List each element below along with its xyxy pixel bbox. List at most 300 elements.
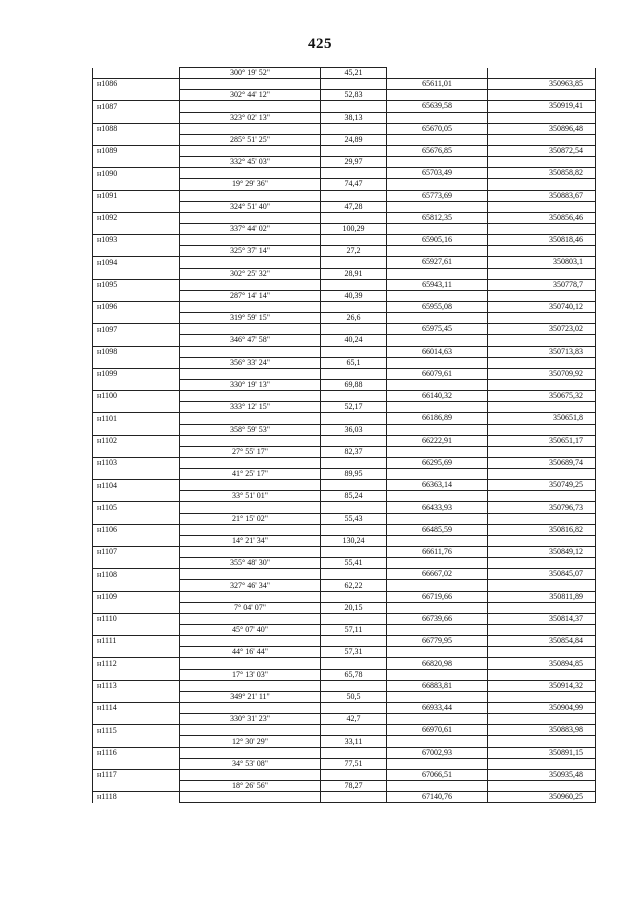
point-row: [93, 457, 596, 468]
point-name-cell: [93, 647, 180, 658]
direction-angle-cell: 337° 44' 02": [180, 223, 321, 234]
x-coordinate-cell: 65812,35: [387, 212, 488, 223]
point-name-cell: [93, 691, 180, 702]
y-coordinate-cell: [488, 513, 596, 524]
distance-cell: 65,78: [321, 669, 387, 680]
segment-row: [93, 68, 596, 79]
y-coordinate-cell: 350709,92: [488, 368, 596, 379]
x-coordinate-cell: 66485,59: [387, 524, 488, 535]
distance-cell: [321, 391, 387, 402]
y-coordinate-cell: [488, 691, 596, 702]
point-name-cell: н1105: [93, 502, 180, 513]
y-coordinate-cell: [488, 90, 596, 101]
distance-cell: [321, 346, 387, 357]
direction-angle-cell: [180, 257, 321, 268]
point-name-cell: [93, 246, 180, 257]
point-name-cell: н1113: [93, 680, 180, 691]
direction-angle-cell: 349° 21' 11": [180, 691, 321, 702]
distance-cell: 47,28: [321, 201, 387, 212]
direction-angle-cell: 41° 25' 17": [180, 469, 321, 480]
point-row: [93, 79, 596, 90]
segment-row: [93, 402, 596, 413]
point-name-cell: [93, 68, 180, 79]
point-name-cell: [93, 781, 180, 792]
y-coordinate-cell: [488, 469, 596, 480]
segment-row: [93, 469, 596, 480]
x-coordinate-cell: [387, 758, 488, 769]
y-coordinate-cell: 350675,32: [488, 391, 596, 402]
point-name-cell: [93, 758, 180, 769]
point-name-cell: н1100: [93, 391, 180, 402]
y-coordinate-cell: [488, 625, 596, 636]
y-coordinate-cell: [488, 424, 596, 435]
distance-cell: 36,03: [321, 424, 387, 435]
point-name-cell: н1106: [93, 524, 180, 535]
point-name-cell: [93, 402, 180, 413]
point-name-cell: н1087: [93, 101, 180, 112]
y-coordinate-cell: [488, 736, 596, 747]
point-row: [93, 636, 596, 647]
x-coordinate-cell: [387, 201, 488, 212]
distance-cell: 74,47: [321, 179, 387, 190]
y-coordinate-cell: 350818,46: [488, 235, 596, 246]
segment-row: [93, 781, 596, 792]
point-row: [93, 235, 596, 246]
point-name-cell: [93, 513, 180, 524]
direction-angle-cell: [180, 145, 321, 156]
direction-angle-cell: [180, 368, 321, 379]
segment-row: [93, 558, 596, 569]
direction-angle-cell: 356° 33' 24": [180, 357, 321, 368]
point-name-cell: [93, 335, 180, 346]
y-coordinate-cell: [488, 268, 596, 279]
point-row: [93, 190, 596, 201]
direction-angle-cell: [180, 747, 321, 758]
x-coordinate-cell: 65773,69: [387, 190, 488, 201]
y-coordinate-cell: 350883,67: [488, 190, 596, 201]
direction-angle-cell: 327° 46' 34": [180, 580, 321, 591]
distance-cell: 69,88: [321, 379, 387, 390]
y-coordinate-cell: [488, 313, 596, 324]
y-coordinate-cell: [488, 179, 596, 190]
direction-angle-cell: 27° 55' 17": [180, 446, 321, 457]
direction-angle-cell: [180, 413, 321, 424]
direction-angle-cell: 300° 19' 52": [180, 68, 321, 79]
direction-angle-cell: 18° 26' 56": [180, 781, 321, 792]
distance-cell: [321, 324, 387, 335]
direction-angle-cell: [180, 123, 321, 134]
x-coordinate-cell: [387, 268, 488, 279]
x-coordinate-cell: [387, 179, 488, 190]
x-coordinate-cell: [387, 558, 488, 569]
coordinates-table-body: [93, 68, 596, 803]
x-coordinate-cell: 66883,81: [387, 680, 488, 691]
direction-angle-cell: 44° 16' 44": [180, 647, 321, 658]
point-row: [93, 301, 596, 312]
distance-cell: 55,41: [321, 558, 387, 569]
x-coordinate-cell: 66779,95: [387, 636, 488, 647]
point-name-cell: [93, 90, 180, 101]
direction-angle-cell: [180, 725, 321, 736]
x-coordinate-cell: 66295,69: [387, 457, 488, 468]
point-row: [93, 279, 596, 290]
distance-cell: [321, 145, 387, 156]
direction-angle-cell: 14° 21' 34": [180, 535, 321, 546]
x-coordinate-cell: 65905,16: [387, 235, 488, 246]
direction-angle-cell: [180, 636, 321, 647]
point-row: [93, 212, 596, 223]
segment-row: [93, 758, 596, 769]
distance-cell: 24,89: [321, 134, 387, 145]
y-coordinate-cell: 350896,48: [488, 123, 596, 134]
distance-cell: [321, 435, 387, 446]
direction-angle-cell: 7° 04' 07": [180, 602, 321, 613]
x-coordinate-cell: [387, 134, 488, 145]
point-row: [93, 368, 596, 379]
point-name-cell: [93, 290, 180, 301]
point-row: [93, 168, 596, 179]
direction-angle-cell: 45° 07' 40": [180, 625, 321, 636]
segment-row: [93, 580, 596, 591]
y-coordinate-cell: [488, 781, 596, 792]
y-coordinate-cell: [488, 558, 596, 569]
y-coordinate-cell: [488, 669, 596, 680]
direction-angle-cell: [180, 480, 321, 491]
x-coordinate-cell: 65703,49: [387, 168, 488, 179]
point-name-cell: [93, 134, 180, 145]
distance-cell: [321, 703, 387, 714]
y-coordinate-cell: [488, 223, 596, 234]
distance-cell: [321, 168, 387, 179]
distance-cell: [321, 457, 387, 468]
point-name-cell: [93, 424, 180, 435]
point-row: [93, 703, 596, 714]
distance-cell: 52,17: [321, 402, 387, 413]
x-coordinate-cell: 65670,05: [387, 123, 488, 134]
y-coordinate-cell: [488, 379, 596, 390]
segment-row: [93, 379, 596, 390]
distance-cell: 62,22: [321, 580, 387, 591]
y-coordinate-cell: 350883,98: [488, 725, 596, 736]
y-coordinate-cell: 350778,7: [488, 279, 596, 290]
segment-row: [93, 246, 596, 257]
segment-row: [93, 625, 596, 636]
y-coordinate-cell: [488, 246, 596, 257]
point-name-cell: [93, 602, 180, 613]
point-name-cell: [93, 535, 180, 546]
point-name-cell: н1116: [93, 747, 180, 758]
x-coordinate-cell: [387, 625, 488, 636]
distance-cell: [321, 502, 387, 513]
segment-row: [93, 179, 596, 190]
segment-row: [93, 335, 596, 346]
y-coordinate-cell: [488, 290, 596, 301]
y-coordinate-cell: [488, 446, 596, 457]
segment-row: [93, 691, 596, 702]
distance-cell: 65,1: [321, 357, 387, 368]
direction-angle-cell: [180, 680, 321, 691]
x-coordinate-cell: 65943,11: [387, 279, 488, 290]
point-name-cell: н1108: [93, 569, 180, 580]
direction-angle-cell: 346° 47' 58": [180, 335, 321, 346]
direction-angle-cell: [180, 591, 321, 602]
segment-row: [93, 736, 596, 747]
direction-angle-cell: [180, 435, 321, 446]
point-row: [93, 123, 596, 134]
distance-cell: [321, 235, 387, 246]
x-coordinate-cell: 66140,32: [387, 391, 488, 402]
direction-angle-cell: [180, 391, 321, 402]
point-name-cell: н1104: [93, 480, 180, 491]
y-coordinate-cell: 350651,17: [488, 435, 596, 446]
segment-row: [93, 112, 596, 123]
x-coordinate-cell: 65927,61: [387, 257, 488, 268]
segment-row: [93, 357, 596, 368]
distance-cell: [321, 769, 387, 780]
distance-cell: 20,15: [321, 602, 387, 613]
y-coordinate-cell: 350689,74: [488, 457, 596, 468]
x-coordinate-cell: [387, 223, 488, 234]
point-name-cell: н1109: [93, 591, 180, 602]
x-coordinate-cell: [387, 647, 488, 658]
y-coordinate-cell: 350713,83: [488, 346, 596, 357]
y-coordinate-cell: [488, 134, 596, 145]
point-row: [93, 145, 596, 156]
y-coordinate-cell: 350854,84: [488, 636, 596, 647]
point-name-cell: н1117: [93, 769, 180, 780]
distance-cell: [321, 569, 387, 580]
distance-cell: 29,97: [321, 157, 387, 168]
distance-cell: 100,29: [321, 223, 387, 234]
x-coordinate-cell: [387, 68, 488, 79]
direction-angle-cell: 330° 31' 23": [180, 714, 321, 725]
distance-cell: [321, 680, 387, 691]
point-name-cell: н1088: [93, 123, 180, 134]
segment-row: [93, 223, 596, 234]
point-name-cell: н1097: [93, 324, 180, 335]
x-coordinate-cell: 65639,58: [387, 101, 488, 112]
distance-cell: 57,31: [321, 647, 387, 658]
point-name-cell: [93, 736, 180, 747]
point-name-cell: н1103: [93, 457, 180, 468]
x-coordinate-cell: 66739,66: [387, 613, 488, 624]
x-coordinate-cell: [387, 290, 488, 301]
direction-angle-cell: 325° 37' 14": [180, 246, 321, 257]
segment-row: [93, 268, 596, 279]
x-coordinate-cell: [387, 424, 488, 435]
point-name-cell: [93, 201, 180, 212]
y-coordinate-cell: [488, 535, 596, 546]
point-row: [93, 769, 596, 780]
point-row: [93, 725, 596, 736]
x-coordinate-cell: [387, 357, 488, 368]
point-row: [93, 792, 596, 803]
point-name-cell: н1118: [93, 792, 180, 803]
direction-angle-cell: [180, 703, 321, 714]
point-name-cell: [93, 558, 180, 569]
y-coordinate-cell: 350858,82: [488, 168, 596, 179]
x-coordinate-cell: [387, 691, 488, 702]
x-coordinate-cell: [387, 535, 488, 546]
segment-row: [93, 669, 596, 680]
direction-angle-cell: 12° 30' 29": [180, 736, 321, 747]
point-name-cell: [93, 179, 180, 190]
point-name-cell: н1115: [93, 725, 180, 736]
distance-cell: 38,13: [321, 112, 387, 123]
direction-angle-cell: [180, 212, 321, 223]
point-row: [93, 680, 596, 691]
segment-row: [93, 90, 596, 101]
x-coordinate-cell: 67140,76: [387, 792, 488, 803]
distance-cell: [321, 368, 387, 379]
distance-cell: [321, 101, 387, 112]
direction-angle-cell: 33° 51' 01": [180, 491, 321, 502]
x-coordinate-cell: 66667,02: [387, 569, 488, 580]
y-coordinate-cell: 350856,46: [488, 212, 596, 223]
point-row: [93, 480, 596, 491]
y-coordinate-cell: 350651,8: [488, 413, 596, 424]
y-coordinate-cell: 350963,85: [488, 79, 596, 90]
point-name-cell: [93, 446, 180, 457]
x-coordinate-cell: 66719,66: [387, 591, 488, 602]
point-row: [93, 613, 596, 624]
segment-row: [93, 647, 596, 658]
point-name-cell: [93, 223, 180, 234]
y-coordinate-cell: 350816,82: [488, 524, 596, 535]
distance-cell: [321, 747, 387, 758]
segment-row: [93, 714, 596, 725]
x-coordinate-cell: [387, 379, 488, 390]
y-coordinate-cell: 350740,12: [488, 301, 596, 312]
y-coordinate-cell: 350919,41: [488, 101, 596, 112]
y-coordinate-cell: [488, 335, 596, 346]
point-name-cell: н1090: [93, 168, 180, 179]
x-coordinate-cell: 66970,61: [387, 725, 488, 736]
x-coordinate-cell: [387, 90, 488, 101]
point-name-cell: н1086: [93, 79, 180, 90]
direction-angle-cell: [180, 457, 321, 468]
direction-angle-cell: 17° 13' 03": [180, 669, 321, 680]
segment-row: [93, 201, 596, 212]
distance-cell: [321, 413, 387, 424]
direction-angle-cell: 358° 59' 53": [180, 424, 321, 435]
point-name-cell: н1114: [93, 703, 180, 714]
y-coordinate-cell: 350845,07: [488, 569, 596, 580]
direction-angle-cell: 355° 48' 30": [180, 558, 321, 569]
point-name-cell: н1093: [93, 235, 180, 246]
direction-angle-cell: 21° 15' 02": [180, 513, 321, 524]
x-coordinate-cell: 66014,63: [387, 346, 488, 357]
x-coordinate-cell: 66433,93: [387, 502, 488, 513]
point-name-cell: [93, 580, 180, 591]
x-coordinate-cell: 65676,85: [387, 145, 488, 156]
point-name-cell: [93, 157, 180, 168]
point-name-cell: н1111: [93, 636, 180, 647]
x-coordinate-cell: 66933,44: [387, 703, 488, 714]
point-row: [93, 413, 596, 424]
distance-cell: 33,11: [321, 736, 387, 747]
distance-cell: [321, 123, 387, 134]
x-coordinate-cell: 66611,76: [387, 547, 488, 558]
x-coordinate-cell: 66222,91: [387, 435, 488, 446]
y-coordinate-cell: [488, 714, 596, 725]
x-coordinate-cell: 65611,01: [387, 79, 488, 90]
point-name-cell: н1107: [93, 547, 180, 558]
x-coordinate-cell: 67066,51: [387, 769, 488, 780]
x-coordinate-cell: [387, 112, 488, 123]
distance-cell: 82,37: [321, 446, 387, 457]
segment-row: [93, 602, 596, 613]
distance-cell: 28,91: [321, 268, 387, 279]
direction-angle-cell: 302° 44' 12": [180, 90, 321, 101]
x-coordinate-cell: [387, 781, 488, 792]
y-coordinate-cell: [488, 580, 596, 591]
direction-angle-cell: [180, 235, 321, 246]
direction-angle-cell: 324° 51' 40": [180, 201, 321, 212]
direction-angle-cell: [180, 79, 321, 90]
distance-cell: [321, 591, 387, 602]
point-row: [93, 324, 596, 335]
x-coordinate-cell: 66186,89: [387, 413, 488, 424]
point-name-cell: н1112: [93, 658, 180, 669]
y-coordinate-cell: 350891,15: [488, 747, 596, 758]
point-name-cell: [93, 268, 180, 279]
distance-cell: 78,27: [321, 781, 387, 792]
x-coordinate-cell: [387, 714, 488, 725]
x-coordinate-cell: 65955,08: [387, 301, 488, 312]
distance-cell: [321, 547, 387, 558]
x-coordinate-cell: [387, 669, 488, 680]
segment-row: [93, 535, 596, 546]
segment-row: [93, 446, 596, 457]
y-coordinate-cell: [488, 602, 596, 613]
distance-cell: 52,83: [321, 90, 387, 101]
point-row: [93, 569, 596, 580]
distance-cell: [321, 190, 387, 201]
direction-angle-cell: [180, 168, 321, 179]
x-coordinate-cell: [387, 580, 488, 591]
distance-cell: [321, 613, 387, 624]
x-coordinate-cell: 66820,98: [387, 658, 488, 669]
point-name-cell: [93, 112, 180, 123]
y-coordinate-cell: 350960,25: [488, 792, 596, 803]
point-name-cell: н1089: [93, 145, 180, 156]
y-coordinate-cell: 350803,1: [488, 257, 596, 268]
distance-cell: [321, 725, 387, 736]
y-coordinate-cell: [488, 112, 596, 123]
x-coordinate-cell: 65975,45: [387, 324, 488, 335]
distance-cell: 85,24: [321, 491, 387, 502]
distance-cell: 89,95: [321, 469, 387, 480]
distance-cell: 27,2: [321, 246, 387, 257]
y-coordinate-cell: [488, 402, 596, 413]
direction-angle-cell: [180, 792, 321, 803]
point-name-cell: н1102: [93, 435, 180, 446]
y-coordinate-cell: [488, 647, 596, 658]
distance-cell: [321, 524, 387, 535]
point-row: [93, 101, 596, 112]
point-row: [93, 547, 596, 558]
x-coordinate-cell: [387, 313, 488, 324]
distance-cell: 45,21: [321, 68, 387, 79]
segment-row: [93, 290, 596, 301]
direction-angle-cell: 287° 14' 14": [180, 290, 321, 301]
direction-angle-cell: [180, 569, 321, 580]
direction-angle-cell: [180, 613, 321, 624]
direction-angle-cell: [180, 279, 321, 290]
point-row: [93, 257, 596, 268]
point-row: [93, 747, 596, 758]
